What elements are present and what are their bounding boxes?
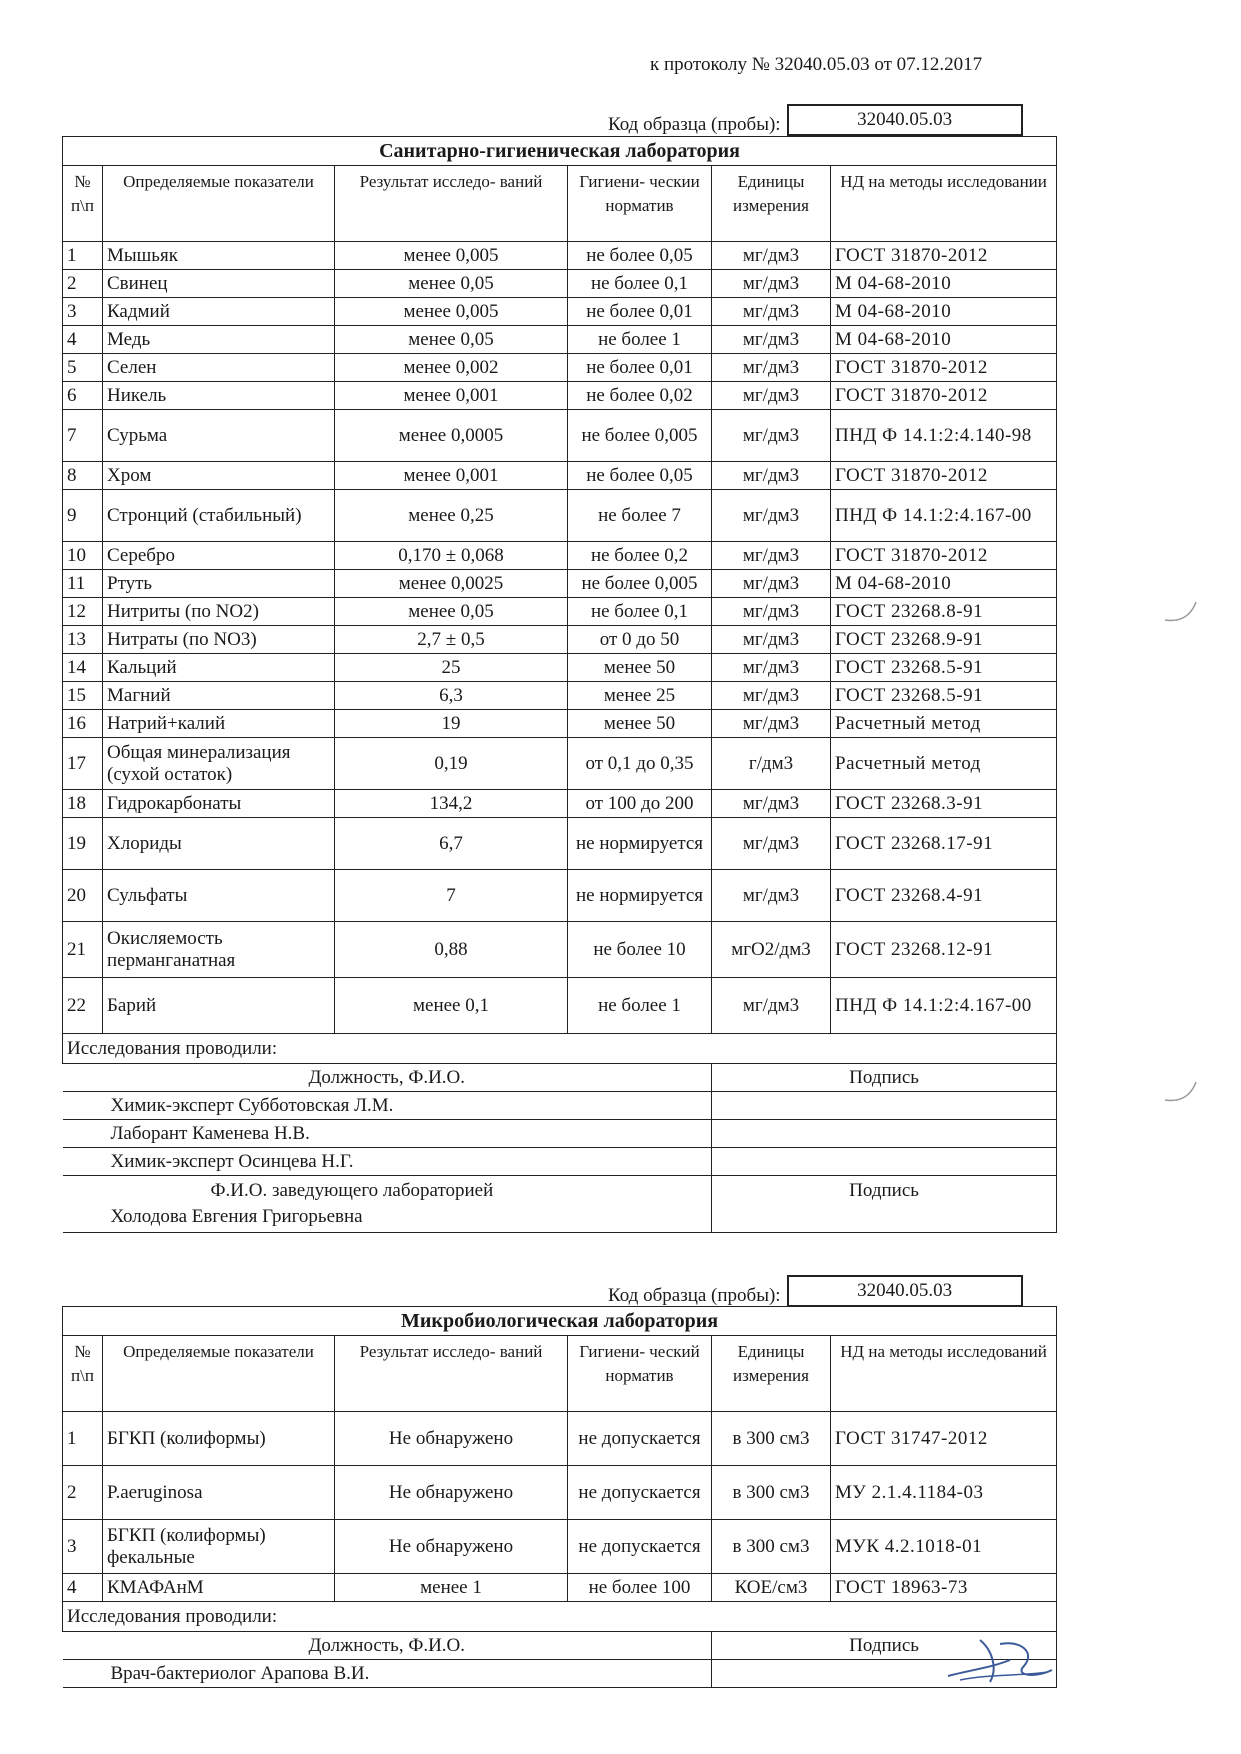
hygienic-norm: не более 0,005 <box>568 410 712 462</box>
head-cell <box>63 1176 712 1233</box>
col-header-norm: Гигиени- ческий норматив <box>568 1336 712 1412</box>
result-value: Не обнаружено <box>335 1520 568 1574</box>
result-value: менее 0,001 <box>335 462 568 490</box>
micro-signature-header: Подпись <box>712 1632 1057 1660</box>
unit-value: мг/дм3 <box>712 654 831 682</box>
table-row <box>63 354 1057 382</box>
indicator-name: Натрий+калий <box>103 710 335 738</box>
result-value: 19 <box>335 710 568 738</box>
hygienic-norm: не более 1 <box>568 978 712 1034</box>
result-value: менее 0,002 <box>335 354 568 382</box>
result-value: 2,7 ± 0,5 <box>335 626 568 654</box>
col-header-num: № п\п <box>63 166 103 242</box>
method-doc: ГОСТ 23268.8-91 <box>831 598 1057 626</box>
row-number: 1 <box>63 1412 103 1466</box>
unit-value: мг/дм3 <box>712 410 831 462</box>
table-row <box>63 242 1057 270</box>
position-header: Должность, Ф.И.О. <box>63 1064 712 1092</box>
indicator-name: Окисляемость перманганатная <box>103 922 335 978</box>
indicator-name: Ртуть <box>103 570 335 598</box>
result-value: 25 <box>335 654 568 682</box>
indicator-name: Селен <box>103 354 335 382</box>
row-number: 8 <box>63 462 103 490</box>
indicator-name: Хлориды <box>103 818 335 870</box>
indicator-name: Никель <box>103 382 335 410</box>
indicator-name: Медь <box>103 326 335 354</box>
indicator-name: Общая минерализация (сухой остаток) <box>103 738 335 790</box>
indicator-name: P.aeruginosa <box>103 1466 335 1520</box>
result-value: Не обнаружено <box>335 1412 568 1466</box>
result-value: 6,3 <box>335 682 568 710</box>
micro-sample-code-label: Код образца (пробы): <box>608 1285 781 1306</box>
method-doc: М 04-68-2010 <box>831 270 1057 298</box>
result-value: менее 0,0025 <box>335 570 568 598</box>
result-value: 7 <box>335 870 568 922</box>
table-row <box>63 598 1057 626</box>
indicator-name: Хром <box>103 462 335 490</box>
indicator-name: Сурьма <box>103 410 335 462</box>
micro-conducted-label: Исследования проводили: <box>63 1602 1057 1632</box>
hygienic-norm: менее 50 <box>568 654 712 682</box>
unit-value: в 300 см3 <box>712 1520 831 1574</box>
row-number: 17 <box>63 738 103 790</box>
col-header-indicator: Определяемые показатели <box>103 1336 335 1412</box>
method-doc: ГОСТ 18963-73 <box>831 1574 1057 1602</box>
sanitary-lab-table <box>62 136 1057 1233</box>
micro-sample-code-value: 32040.05.03 <box>787 1275 1023 1307</box>
row-number: 10 <box>63 542 103 570</box>
unit-value: мг/дм3 <box>712 570 831 598</box>
hygienic-norm: не нормируется <box>568 818 712 870</box>
staff-row: Химик-эксперт Субботовская Л.М. <box>63 1092 712 1120</box>
row-number: 19 <box>63 818 103 870</box>
hygienic-norm: от 0,1 до 0,35 <box>568 738 712 790</box>
table-row <box>63 570 1057 598</box>
method-doc: ГОСТ 23268.3-91 <box>831 790 1057 818</box>
method-doc: М 04-68-2010 <box>831 298 1057 326</box>
hygienic-norm: не более 10 <box>568 922 712 978</box>
row-number: 2 <box>63 1466 103 1520</box>
indicator-name: Нитриты (по NO2) <box>103 598 335 626</box>
table-row <box>63 410 1057 462</box>
hygienic-norm: не нормируется <box>568 870 712 922</box>
hygienic-norm: не более 0,01 <box>568 354 712 382</box>
method-doc: ГОСТ 23268.17-91 <box>831 818 1057 870</box>
signature-header: Подпись <box>712 1064 1057 1092</box>
table-row <box>63 870 1057 922</box>
hygienic-norm: не более 0,1 <box>568 598 712 626</box>
indicator-name: Кадмий <box>103 298 335 326</box>
col-header-method: НД на методы исследований <box>831 1336 1057 1412</box>
result-value: менее 0,001 <box>335 382 568 410</box>
punch-hole-mark <box>1160 1070 1200 1110</box>
result-value: менее 0,05 <box>335 326 568 354</box>
table-row <box>63 298 1057 326</box>
indicator-name: Нитраты (по NO3) <box>103 626 335 654</box>
unit-value: мг/дм3 <box>712 382 831 410</box>
unit-value: мг/дм3 <box>712 326 831 354</box>
method-doc: ГОСТ 31747-2012 <box>831 1412 1057 1466</box>
row-number: 12 <box>63 598 103 626</box>
table-row <box>63 738 1057 790</box>
result-value: 0,88 <box>335 922 568 978</box>
micro-staff-row: Врач-бактериолог Арапова В.И. <box>63 1660 712 1688</box>
row-number: 14 <box>63 654 103 682</box>
table-row <box>63 626 1057 654</box>
col-header-method: НД на методы исследовании <box>831 166 1057 242</box>
row-number: 22 <box>63 978 103 1034</box>
unit-value: мг/дм3 <box>712 978 831 1034</box>
punch-hole-mark <box>1160 590 1200 630</box>
row-number: 11 <box>63 570 103 598</box>
table-row <box>63 270 1057 298</box>
unit-value: г/дм3 <box>712 738 831 790</box>
conducted-label: Исследования проводили: <box>63 1034 1057 1064</box>
table-row <box>63 922 1057 978</box>
staff-row: Химик-эксперт Осинцева Н.Г. <box>63 1148 712 1176</box>
unit-value: мг/дм3 <box>712 270 831 298</box>
method-doc: ПНД Ф 14.1:2:4.167-00 <box>831 490 1057 542</box>
unit-value: мг/дм3 <box>712 818 831 870</box>
hygienic-norm: не допускается <box>568 1520 712 1574</box>
indicator-name: Сульфаты <box>103 870 335 922</box>
hygienic-norm: не допускается <box>568 1412 712 1466</box>
col-header-norm: Гигиени- ческии норматив <box>568 166 712 242</box>
row-number: 6 <box>63 382 103 410</box>
head-name: Холодова Евгения Григорьевна <box>110 1206 363 1227</box>
row-number: 21 <box>63 922 103 978</box>
indicator-name: Кальций <box>103 654 335 682</box>
unit-value: мг/дм3 <box>712 242 831 270</box>
method-doc: ГОСТ 31870-2012 <box>831 354 1057 382</box>
staff-signature <box>712 1120 1057 1148</box>
method-doc: ГОСТ 31870-2012 <box>831 462 1057 490</box>
result-value: менее 0,05 <box>335 598 568 626</box>
row-number: 20 <box>63 870 103 922</box>
col-header-indicator: Определяемые показатели <box>103 166 335 242</box>
col-header-result: Результат исследо- ваний <box>335 1336 568 1412</box>
method-doc: ГОСТ 23268.5-91 <box>831 654 1057 682</box>
result-value: менее 0,005 <box>335 298 568 326</box>
indicator-name: Свинец <box>103 270 335 298</box>
method-doc: ГОСТ 23268.9-91 <box>831 626 1057 654</box>
hygienic-norm: от 100 до 200 <box>568 790 712 818</box>
unit-value: в 300 см3 <box>712 1412 831 1466</box>
unit-value: мг/дм3 <box>712 462 831 490</box>
row-number: 9 <box>63 490 103 542</box>
row-number: 5 <box>63 354 103 382</box>
unit-value: в 300 см3 <box>712 1466 831 1520</box>
hygienic-norm: не более 100 <box>568 1574 712 1602</box>
result-value: менее 0,005 <box>335 242 568 270</box>
unit-value: мг/дм3 <box>712 542 831 570</box>
indicator-name: Стронций (стабильный) <box>103 490 335 542</box>
row-number: 2 <box>63 270 103 298</box>
indicator-name: Барий <box>103 978 335 1034</box>
handwritten-signature <box>940 1630 1060 1690</box>
table-row <box>63 462 1057 490</box>
hygienic-norm: не более 0,05 <box>568 462 712 490</box>
method-doc: ГОСТ 23268.4-91 <box>831 870 1057 922</box>
table-row <box>63 382 1057 410</box>
method-doc: ПНД Ф 14.1:2:4.140-98 <box>831 410 1057 462</box>
head-signature-label: Подпись <box>712 1176 1057 1233</box>
method-doc: ГОСТ 31870-2012 <box>831 242 1057 270</box>
micro-position-header: Должность, Ф.И.О. <box>63 1632 712 1660</box>
indicator-name: Гидрокарбонаты <box>103 790 335 818</box>
table-row <box>63 1412 1057 1466</box>
row-number: 15 <box>63 682 103 710</box>
hygienic-norm: не допускается <box>568 1466 712 1520</box>
col-header-result: Результат исследо- ваний <box>335 166 568 242</box>
table-row <box>63 1466 1057 1520</box>
method-doc: ПНД Ф 14.1:2:4.167-00 <box>831 978 1057 1034</box>
indicator-name: БГКП (колиформы) <box>103 1412 335 1466</box>
table-row <box>63 326 1057 354</box>
head-label: Ф.И.О. заведующего лабораторией <box>210 1180 494 1201</box>
indicator-name: БГКП (колиформы) фекальные <box>103 1520 335 1574</box>
table-row <box>63 710 1057 738</box>
row-number: 16 <box>63 710 103 738</box>
table-row <box>63 490 1057 542</box>
method-doc: М 04-68-2010 <box>831 326 1057 354</box>
sanitary-lab-title: Санитарно-гигиеническая лаборатория <box>63 137 1057 166</box>
staff-signature <box>712 1092 1057 1120</box>
row-number: 4 <box>63 1574 103 1602</box>
hygienic-norm: не более 7 <box>568 490 712 542</box>
result-value: 6,7 <box>335 818 568 870</box>
unit-value: мг/дм3 <box>712 490 831 542</box>
hygienic-norm: не более 0,02 <box>568 382 712 410</box>
sample-code-row <box>608 104 1023 136</box>
method-doc: МУК 4.2.1018-01 <box>831 1520 1057 1574</box>
micro-sample-code-row <box>608 1275 1023 1307</box>
result-value: 0,170 ± 0,068 <box>335 542 568 570</box>
result-value: 0,19 <box>335 738 568 790</box>
result-value: Не обнаружено <box>335 1466 568 1520</box>
staff-row: Лаборант Каменева Н.В. <box>63 1120 712 1148</box>
unit-value: мг/дм3 <box>712 598 831 626</box>
table-row <box>63 1520 1057 1574</box>
method-doc: Расчетный метод <box>831 738 1057 790</box>
unit-value: мг/дм3 <box>712 870 831 922</box>
unit-value: мг/дм3 <box>712 354 831 382</box>
table-row <box>63 654 1057 682</box>
result-value: менее 0,05 <box>335 270 568 298</box>
row-number: 18 <box>63 790 103 818</box>
row-number: 7 <box>63 410 103 462</box>
result-value: менее 0,1 <box>335 978 568 1034</box>
hygienic-norm: не более 1 <box>568 326 712 354</box>
indicator-name: Серебро <box>103 542 335 570</box>
result-value: менее 0,25 <box>335 490 568 542</box>
method-doc: Расчетный метод <box>831 710 1057 738</box>
hygienic-norm: не более 0,1 <box>568 270 712 298</box>
unit-value: мг/дм3 <box>712 790 831 818</box>
result-value: менее 1 <box>335 1574 568 1602</box>
table-row <box>63 1574 1057 1602</box>
unit-value: мг/дм3 <box>712 710 831 738</box>
method-doc: ГОСТ 23268.5-91 <box>831 682 1057 710</box>
hygienic-norm: не более 0,05 <box>568 242 712 270</box>
unit-value: мг/дм3 <box>712 682 831 710</box>
col-header-units: Единицы измерения <box>712 1336 831 1412</box>
unit-value: мг/дм3 <box>712 298 831 326</box>
hygienic-norm: менее 25 <box>568 682 712 710</box>
result-value: менее 0,0005 <box>335 410 568 462</box>
method-doc: М 04-68-2010 <box>831 570 1057 598</box>
row-number: 3 <box>63 298 103 326</box>
table-row <box>63 978 1057 1034</box>
row-number: 1 <box>63 242 103 270</box>
table-row <box>63 790 1057 818</box>
micro-lab-table <box>62 1306 1057 1688</box>
table-row <box>63 818 1057 870</box>
result-value: 134,2 <box>335 790 568 818</box>
col-header-units: Единицы измерения <box>712 166 831 242</box>
unit-value: мг/дм3 <box>712 626 831 654</box>
indicator-name: КМАФАнМ <box>103 1574 335 1602</box>
indicator-name: Магний <box>103 682 335 710</box>
row-number: 3 <box>63 1520 103 1574</box>
micro-lab-title: Микробиологическая лаборатория <box>63 1307 1057 1336</box>
hygienic-norm: от 0 до 50 <box>568 626 712 654</box>
staff-signature <box>712 1148 1057 1176</box>
table-row <box>63 542 1057 570</box>
method-doc: ГОСТ 31870-2012 <box>831 382 1057 410</box>
unit-value: мгО2/дм3 <box>712 922 831 978</box>
hygienic-norm: не более 0,2 <box>568 542 712 570</box>
unit-value: КОЕ/см3 <box>712 1574 831 1602</box>
col-header-num: № п\п <box>63 1336 103 1412</box>
method-doc: МУ 2.1.4.1184-03 <box>831 1466 1057 1520</box>
method-doc: ГОСТ 23268.12-91 <box>831 922 1057 978</box>
hygienic-norm: не более 0,01 <box>568 298 712 326</box>
hygienic-norm: менее 50 <box>568 710 712 738</box>
table-row <box>63 682 1057 710</box>
sample-code-value: 32040.05.03 <box>787 104 1023 136</box>
sample-code-label: Код образца (пробы): <box>608 114 781 135</box>
method-doc: ГОСТ 31870-2012 <box>831 542 1057 570</box>
indicator-name: Мышьяк <box>103 242 335 270</box>
hygienic-norm: не более 0,005 <box>568 570 712 598</box>
row-number: 4 <box>63 326 103 354</box>
protocol-reference: к протоколу № 32040.05.03 от 07.12.2017 <box>650 54 983 75</box>
row-number: 13 <box>63 626 103 654</box>
